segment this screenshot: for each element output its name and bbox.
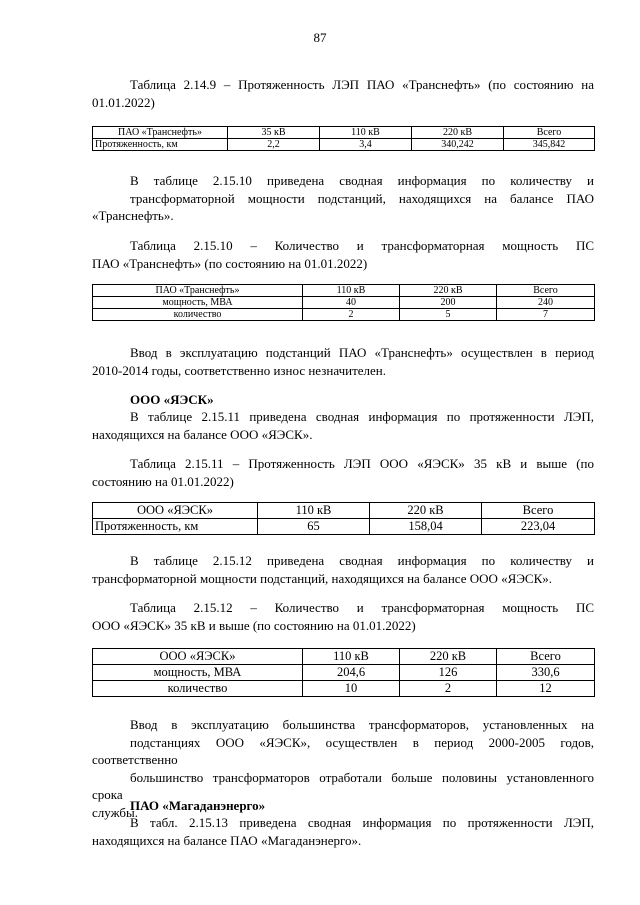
table-row xyxy=(93,309,595,321)
table-2-15-11 xyxy=(92,502,595,535)
table-cell: 40 xyxy=(303,297,400,309)
table-cell: 2,2 xyxy=(228,139,320,151)
paragraph-line: 2010-2014 годы, соответственно износ незначителен. xyxy=(92,362,386,378)
caption-line: Таблица 2.15.12 – Количество и трансформаторная мощность ПС xyxy=(130,600,594,615)
table-2-15-10 xyxy=(92,284,595,321)
header-cell: 110 кВ xyxy=(303,649,400,665)
header-cell: ООО «ЯЭСК» xyxy=(93,503,258,519)
header-cell: ПАО «Транснефть» xyxy=(93,285,303,297)
table-caption-2-15-12 xyxy=(92,599,594,634)
table-header-row xyxy=(93,285,595,297)
table-2-14-9 xyxy=(92,126,595,151)
table-header-row xyxy=(93,649,595,665)
header-cell: 220 кВ xyxy=(370,503,482,519)
page-number: 87 xyxy=(313,30,327,45)
table-cell: количество xyxy=(93,681,303,697)
paragraph xyxy=(92,814,594,849)
header-cell: 220 кВ xyxy=(400,649,497,665)
table-row xyxy=(93,681,595,697)
paragraph xyxy=(92,172,594,225)
paragraph-line: находящихся на балансе ООО «ЯЭСК». xyxy=(92,426,313,442)
table-cell: 340,242 xyxy=(412,139,504,151)
paragraph-line: службы. xyxy=(92,804,138,820)
table-cell: 3,4 xyxy=(320,139,412,151)
header-cell: Всего xyxy=(497,285,595,297)
table-caption-2-15-10 xyxy=(92,237,594,272)
header-cell: ПАО «Транснефть» xyxy=(93,127,228,139)
table-cell: 345,842 xyxy=(504,139,595,151)
table-row xyxy=(93,665,595,681)
table-cell: Протяженность, км xyxy=(93,139,228,151)
table-cell: мощность, МВА xyxy=(93,665,303,681)
table-row xyxy=(93,297,595,309)
table-cell: 7 xyxy=(497,309,595,321)
table-cell: 223,04 xyxy=(482,519,595,535)
header-cell: ООО «ЯЭСК» xyxy=(93,649,303,665)
table-cell: 2 xyxy=(400,681,497,697)
paragraph-line: трансформаторной мощности подстанций, находящихся на балансе ООО «ЯЭСК». xyxy=(92,570,552,586)
caption-line: ПАО «Транснефть» (по состоянию на 01.01.2022) xyxy=(92,255,368,271)
table-cell: мощность, МВА xyxy=(93,297,303,309)
header-cell: Всего xyxy=(497,649,595,665)
caption-line: Таблица 2.14.9 – Протяженность ЛЭП ПАО «Транснефть» (по состоянию на xyxy=(130,77,594,92)
table-cell: количество xyxy=(93,309,303,321)
header-cell: 110 кВ xyxy=(258,503,370,519)
table-cell: 200 xyxy=(400,297,497,309)
caption-line: состоянию на 01.01.2022) xyxy=(92,473,234,489)
header-cell: Всего xyxy=(482,503,595,519)
paragraph xyxy=(92,344,594,379)
header-cell: Всего xyxy=(504,127,595,139)
table-header-row xyxy=(93,503,595,519)
table-cell: 2 xyxy=(303,309,400,321)
header-cell: 110 кВ xyxy=(320,127,412,139)
paragraph-line: В таблице 2.15.10 приведена сводная информация по количеству и xyxy=(130,173,594,188)
paragraph-line: В табл. 2.15.13 приведена сводная информация по протяженности ЛЭП, xyxy=(130,815,594,830)
paragraph-line: подстанциях ООО «ЯЭСК», осуществлен в период 2000-2005 годов, соответственно xyxy=(92,734,594,767)
section-heading-magadanenergo: ПАО «Магаданэнерго» xyxy=(130,798,266,813)
caption-line: Таблица 2.15.11 – Протяженность ЛЭП ООО «ЯЭСК» 35 кВ и выше (по xyxy=(130,456,594,471)
table-cell: 65 xyxy=(258,519,370,535)
header-cell: 220 кВ xyxy=(400,285,497,297)
paragraph xyxy=(92,408,594,443)
section-heading-yaesk: ООО «ЯЭСК» xyxy=(130,392,214,407)
header-cell: 220 кВ xyxy=(412,127,504,139)
caption-line: ООО «ЯЭСК» 35 кВ и выше (по состоянию на 01.01.2022) xyxy=(92,617,416,633)
table-cell: 10 xyxy=(303,681,400,697)
table-caption-2-14-9 xyxy=(92,76,594,111)
header-cell: 35 кВ xyxy=(228,127,320,139)
table-cell: 240 xyxy=(497,297,595,309)
table-row xyxy=(93,519,595,535)
paragraph-line: В таблице 2.15.11 приведена сводная информация по протяженности ЛЭП, xyxy=(130,409,594,424)
table-header-row xyxy=(93,127,595,139)
header-cell: 110 кВ xyxy=(303,285,400,297)
table-cell: 330,6 xyxy=(497,665,595,681)
paragraph-line: Ввод в эксплуатацию подстанций ПАО «Транснефть» осуществлен в период xyxy=(130,345,594,360)
table-cell: Протяженность, км xyxy=(93,519,258,535)
table-cell: 158,04 xyxy=(370,519,482,535)
paragraph-line: находящихся на балансе ПАО «Магаданэнерго». xyxy=(92,832,362,848)
paragraph-line: Ввод в эксплуатацию большинства трансформаторов, установленных на xyxy=(130,717,594,732)
paragraph-line: трансформаторной мощности подстанций, находящихся на балансе ПАО xyxy=(130,190,594,206)
paragraph-line: большинство трансформаторов отработали больше половины установленного срока xyxy=(92,769,594,802)
caption-line: 01.01.2022) xyxy=(92,94,155,110)
paragraph xyxy=(92,552,594,587)
table-caption-2-15-11 xyxy=(92,455,594,490)
paragraph-line: В таблице 2.15.12 приведена сводная информация по количеству и xyxy=(130,553,594,568)
table-2-15-12 xyxy=(92,648,595,697)
table-cell: 204,6 xyxy=(303,665,400,681)
table-cell: 5 xyxy=(400,309,497,321)
table-row xyxy=(93,139,595,151)
table-cell: 12 xyxy=(497,681,595,697)
caption-line: Таблица 2.15.10 – Количество и трансформаторная мощность ПС xyxy=(130,238,594,253)
paragraph-line: «Транснефть». xyxy=(92,208,174,223)
table-cell: 126 xyxy=(400,665,497,681)
